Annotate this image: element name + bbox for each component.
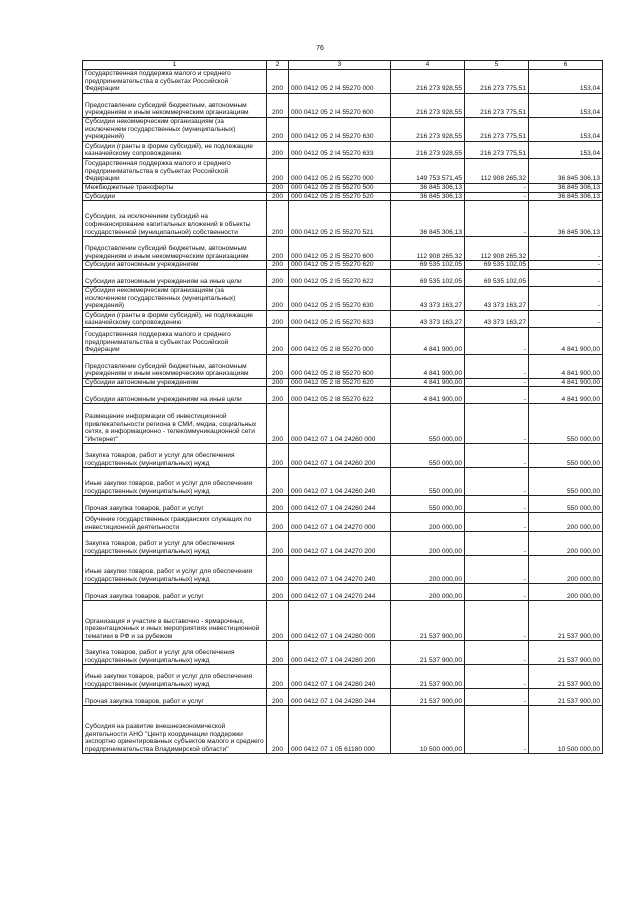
row-col6-value: 200 000,00 (529, 513, 603, 532)
row-col6-value: 200 000,00 (529, 556, 603, 584)
row-name: Иные закупки товаров, работ и услуг для обеспечения государственных (муниципальных) нужд (83, 665, 267, 689)
row-line-code: 200 (267, 184, 289, 193)
row-col4-value: 21 537 900,00 (391, 641, 465, 665)
row-col5-value: - (465, 387, 529, 404)
row-col5-value: - (465, 404, 529, 444)
row-col4-value: 4 841 900,00 (391, 354, 465, 378)
row-name: Закупка товаров, работ и услуг для обеспечения государственных (муниципальных) нужд (83, 444, 267, 468)
table-row (83, 641, 603, 665)
row-line-code: 200 (267, 387, 289, 404)
row-budget-code: 000 0412 05 2 I4 55270 600 (289, 94, 391, 118)
row-budget-code: 000 0412 05 2 I5 55270 500 (289, 184, 391, 193)
row-budget-code: 000 0412 05 2 I4 55270 633 (289, 142, 391, 159)
row-col4-value: 36 845 306,13 (391, 201, 465, 237)
row-col6-value: 10 500 000,00 (529, 706, 603, 754)
table-row (83, 468, 603, 496)
row-budget-code: 000 0412 07 1 05 61180 000 (289, 706, 391, 754)
row-budget-code: 000 0412 05 2 I5 55270 600 (289, 237, 391, 261)
row-col5-value: 216 273 775,51 (465, 70, 529, 94)
row-col4-value: 149 753 571,45 (391, 159, 465, 184)
table-row (83, 584, 603, 601)
row-line-code: 200 (267, 70, 289, 94)
row-col6-value: 21 537 900,00 (529, 601, 603, 641)
row-name: Субсидии автономным учреждениям (83, 261, 267, 270)
row-col4-value: 69 535 102,05 (391, 261, 465, 270)
row-col6-value: 4 841 900,00 (529, 354, 603, 378)
row-budget-code: 000 0412 07 1 04 24280 240 (289, 665, 391, 689)
row-col4-value: 216 273 928,55 (391, 142, 465, 159)
row-budget-code: 000 0412 05 2 I8 55270 620 (289, 378, 391, 387)
row-budget-code: 000 0412 05 2 I5 55270 622 (289, 269, 391, 286)
row-col4-value: 216 273 928,55 (391, 118, 465, 142)
row-budget-code: 000 0412 07 1 04 24280 244 (289, 689, 391, 706)
table-row (83, 201, 603, 237)
row-col6-value: 200 000,00 (529, 584, 603, 601)
table-row (83, 237, 603, 261)
table-row (83, 378, 603, 387)
row-col5-value: - (465, 706, 529, 754)
budget-table (82, 60, 603, 754)
table-row (83, 70, 603, 94)
row-col5-value: - (465, 513, 529, 532)
row-col4-value: 69 535 102,05 (391, 269, 465, 286)
row-name: Прочая закупка товаров, работ и услуг (83, 584, 267, 601)
row-budget-code: 000 0412 05 2 I4 55270 000 (289, 70, 391, 94)
row-name: Закупка товаров, работ и услуг для обеспечения государственных (муниципальных) нужд (83, 532, 267, 556)
row-line-code: 200 (267, 261, 289, 270)
row-col4-value: 36 845 306,13 (391, 184, 465, 193)
row-line-code: 200 (267, 286, 289, 310)
table-row (83, 665, 603, 689)
row-col4-value: 112 908 265,32 (391, 237, 465, 261)
row-col6-value: 21 537 900,00 (529, 641, 603, 665)
row-name: Межбюджетные трансферты (83, 184, 267, 193)
row-col5-value: - (465, 444, 529, 468)
row-name: Прочая закупка товаров, работ и услуг (83, 689, 267, 706)
table-row (83, 556, 603, 584)
row-col5-value: - (465, 378, 529, 387)
row-col4-value: 550 000,00 (391, 496, 465, 513)
row-budget-code: 000 0412 07 1 04 24270 244 (289, 584, 391, 601)
row-col5-value: 69 535 102,05 (465, 261, 529, 270)
row-col4-value: 36 845 306,13 (391, 192, 465, 201)
row-name: Прочая закупка товаров, работ и услуг (83, 496, 267, 513)
row-name: Субсидия на развитие внешнеэкономической деятельности АНО "Центр координации поддержки экспортно ориентированных субъектов малого и среднего предпринимательства Владимирской области" (83, 706, 267, 754)
row-line-code: 200 (267, 237, 289, 261)
header-col-1: 1 (83, 61, 267, 70)
row-budget-code: 000 0412 07 1 04 24280 000 (289, 601, 391, 641)
row-line-code: 200 (267, 327, 289, 354)
row-budget-code: 000 0412 07 1 04 24270 200 (289, 532, 391, 556)
row-budget-code: 000 0412 05 2 I4 55270 630 (289, 118, 391, 142)
table-row (83, 261, 603, 270)
row-col6-value: 36 845 306,13 (529, 184, 603, 193)
table-row (83, 310, 603, 327)
row-name: Иные закупки товаров, работ и услуг для обеспечения государственных (муниципальных) нужд (83, 468, 267, 496)
table-row (83, 184, 603, 193)
row-line-code: 200 (267, 94, 289, 118)
row-budget-code: 000 0412 07 1 04 24280 200 (289, 641, 391, 665)
row-col6-value: 36 845 306,13 (529, 201, 603, 237)
row-col5-value: - (465, 192, 529, 201)
row-col6-value: 550 000,00 (529, 496, 603, 513)
row-col6-value: - (529, 261, 603, 270)
row-name: Государственная поддержка малого и среднего предпринимательства в субъектах Российской Федерации (83, 70, 267, 94)
table-row (83, 706, 603, 754)
row-budget-code: 000 0412 07 1 04 24270 240 (289, 556, 391, 584)
row-col5-value: - (465, 584, 529, 601)
row-budget-code: 000 0412 05 2 I5 55270 620 (289, 261, 391, 270)
row-budget-code: 000 0412 07 1 04 24260 000 (289, 404, 391, 444)
row-name: Иные закупки товаров, работ и услуг для обеспечения государственных (муниципальных) нужд (83, 556, 267, 584)
row-line-code: 200 (267, 444, 289, 468)
row-col5-value: 112 908 265,32 (465, 159, 529, 184)
row-line-code: 200 (267, 513, 289, 532)
header-col-6: 6 (529, 61, 603, 70)
row-line-code: 200 (267, 556, 289, 584)
row-line-code: 200 (267, 269, 289, 286)
row-col6-value: 153,04 (529, 70, 603, 94)
row-name: Закупка товаров, работ и услуг для обеспечения государственных (муниципальных) нужд (83, 641, 267, 665)
row-name: Субсидии (83, 192, 267, 201)
row-line-code: 200 (267, 641, 289, 665)
row-budget-code: 000 0412 07 1 04 24270 000 (289, 513, 391, 532)
row-name: Субсидии (гранты в форме субсидий), не подлежащие казначейскому сопровождению (83, 310, 267, 327)
row-col5-value: 216 273 775,51 (465, 142, 529, 159)
row-name: Субсидии автономным учреждениям на иные цели (83, 269, 267, 286)
row-col4-value: 200 000,00 (391, 556, 465, 584)
row-col4-value: 4 841 900,00 (391, 327, 465, 354)
table-row (83, 689, 603, 706)
row-col5-value: - (465, 665, 529, 689)
row-col5-value: 69 535 102,05 (465, 269, 529, 286)
row-line-code: 200 (267, 118, 289, 142)
row-name: Обучение государственных гражданских служащих по инвестиционной деятельности (83, 513, 267, 532)
row-name: Субсидии некоммерческим организациям (за исключением государственных (муниципальных) учреждений) (83, 118, 267, 142)
row-col5-value: - (465, 184, 529, 193)
row-col4-value: 216 273 928,55 (391, 70, 465, 94)
table-header-row (83, 61, 603, 70)
table-row (83, 118, 603, 142)
table-row (83, 601, 603, 641)
table-row (83, 354, 603, 378)
row-line-code: 200 (267, 468, 289, 496)
row-col4-value: 200 000,00 (391, 513, 465, 532)
table-row (83, 444, 603, 468)
row-col6-value: 550 000,00 (529, 404, 603, 444)
row-name: Государственная поддержка малого и среднего предпринимательства в субъектах Российской Федерации (83, 327, 267, 354)
row-name: Предоставление субсидий бюджетным, автономным учреждениям и иным некоммерческим организациям (83, 354, 267, 378)
row-budget-code: 000 0412 05 2 I5 55270 000 (289, 159, 391, 184)
row-line-code: 200 (267, 201, 289, 237)
row-col6-value: 550 000,00 (529, 468, 603, 496)
header-col-2: 2 (267, 61, 289, 70)
row-col6-value: - (529, 286, 603, 310)
table-row (83, 513, 603, 532)
row-col6-value: 153,04 (529, 94, 603, 118)
row-col4-value: 550 000,00 (391, 404, 465, 444)
row-col5-value: - (465, 689, 529, 706)
row-col6-value: 4 841 900,00 (529, 387, 603, 404)
row-budget-code: 000 0412 05 2 I5 55270 521 (289, 201, 391, 237)
row-col4-value: 550 000,00 (391, 468, 465, 496)
row-col6-value: 4 841 900,00 (529, 378, 603, 387)
row-col4-value: 43 373 163,27 (391, 310, 465, 327)
row-col6-value: - (529, 237, 603, 261)
row-col4-value: 4 841 900,00 (391, 387, 465, 404)
table-row (83, 327, 603, 354)
table-row (83, 532, 603, 556)
row-col4-value: 10 500 000,00 (391, 706, 465, 754)
row-line-code: 200 (267, 601, 289, 641)
row-line-code: 200 (267, 584, 289, 601)
row-budget-code: 000 0412 05 2 I8 55270 000 (289, 327, 391, 354)
table-row (83, 269, 603, 286)
table-row (83, 496, 603, 513)
row-name: Размещение информации об инвестиционной привлекательности региона в СМИ, медиа, социальных сетях, в информационно - телекоммуникационной сети "Интернет" (83, 404, 267, 444)
row-col4-value: 43 373 163,27 (391, 286, 465, 310)
row-col4-value: 200 000,00 (391, 532, 465, 556)
row-budget-code: 000 0412 07 1 04 24260 244 (289, 496, 391, 513)
row-line-code: 200 (267, 689, 289, 706)
row-col6-value: 153,04 (529, 118, 603, 142)
row-col5-value: 216 273 775,51 (465, 118, 529, 142)
row-line-code: 200 (267, 378, 289, 387)
row-col4-value: 21 537 900,00 (391, 689, 465, 706)
table-row (83, 159, 603, 184)
row-col5-value: - (465, 468, 529, 496)
row-col5-value: 112 908 265,32 (465, 237, 529, 261)
row-col5-value: - (465, 556, 529, 584)
header-col-4: 4 (391, 61, 465, 70)
row-col5-value: 216 273 775,51 (465, 94, 529, 118)
row-col5-value: 43 373 163,27 (465, 310, 529, 327)
row-col6-value: 550 000,00 (529, 444, 603, 468)
row-line-code: 200 (267, 532, 289, 556)
row-line-code: 200 (267, 142, 289, 159)
row-col6-value: 21 537 900,00 (529, 689, 603, 706)
row-col5-value: - (465, 601, 529, 641)
row-col6-value: 36 845 306,13 (529, 159, 603, 184)
row-line-code: 200 (267, 310, 289, 327)
row-col5-value: - (465, 532, 529, 556)
row-col6-value: 4 841 900,00 (529, 327, 603, 354)
table-row (83, 286, 603, 310)
header-col-3: 3 (289, 61, 391, 70)
row-line-code: 200 (267, 404, 289, 444)
row-name: Государственная поддержка малого и среднего предпринимательства в субъектах Российской Федерации (83, 159, 267, 184)
row-col5-value: - (465, 354, 529, 378)
row-col6-value: - (529, 269, 603, 286)
row-col5-value: - (465, 201, 529, 237)
row-col6-value: 153,04 (529, 142, 603, 159)
row-col6-value: - (529, 310, 603, 327)
row-line-code: 200 (267, 354, 289, 378)
row-line-code: 200 (267, 496, 289, 513)
row-col6-value: 36 845 306,13 (529, 192, 603, 201)
row-col5-value: - (465, 496, 529, 513)
row-name: Субсидии автономным учреждениям на иные цели (83, 387, 267, 404)
row-col5-value: - (465, 327, 529, 354)
page-number: 76 (316, 45, 324, 52)
row-col5-value: 43 373 163,27 (465, 286, 529, 310)
table-row (83, 404, 603, 444)
row-line-code: 200 (267, 192, 289, 201)
row-col4-value: 21 537 900,00 (391, 601, 465, 641)
row-name: Субсидии, за исключением субсидий на софинансирование капитальных вложений в объекты государственной (муниципальной) собственности (83, 201, 267, 237)
table-row (83, 192, 603, 201)
table-row (83, 387, 603, 404)
row-budget-code: 000 0412 05 2 I5 55270 630 (289, 286, 391, 310)
row-budget-code: 000 0412 07 1 04 24260 240 (289, 468, 391, 496)
row-line-code: 200 (267, 665, 289, 689)
row-col4-value: 200 000,00 (391, 584, 465, 601)
row-name: Субсидии автономным учреждениям (83, 378, 267, 387)
row-name: Организация и участие в выставочно - ярмарочных, презентационных и иных мероприятиях инвестиционной тематики в РФ и за рубежом (83, 601, 267, 641)
table-row (83, 142, 603, 159)
row-col6-value: 21 537 900,00 (529, 665, 603, 689)
row-line-code: 200 (267, 159, 289, 184)
row-budget-code: 000 0412 07 1 04 24260 200 (289, 444, 391, 468)
table-row (83, 94, 603, 118)
row-col5-value: - (465, 641, 529, 665)
row-col4-value: 21 537 900,00 (391, 665, 465, 689)
row-budget-code: 000 0412 05 2 I8 55270 600 (289, 354, 391, 378)
row-col4-value: 550 000,00 (391, 444, 465, 468)
row-col4-value: 216 273 928,55 (391, 94, 465, 118)
row-name: Субсидии некоммерческим организациям (за исключением государственных (муниципальных) учреждений) (83, 286, 267, 310)
row-line-code: 200 (267, 706, 289, 754)
row-name: Субсидии (гранты в форме субсидий), не подлежащие казначейскому сопровождению (83, 142, 267, 159)
row-budget-code: 000 0412 05 2 I8 55270 622 (289, 387, 391, 404)
row-col6-value: 200 000,00 (529, 532, 603, 556)
row-col4-value: 4 841 900,00 (391, 378, 465, 387)
header-col-5: 5 (465, 61, 529, 70)
row-name: Предоставление субсидий бюджетным, автономным учреждениям и иным некоммерческим организациям (83, 237, 267, 261)
row-budget-code: 000 0412 05 2 I5 55270 633 (289, 310, 391, 327)
row-name: Предоставление субсидий бюджетным, автономным учреждениям и иным некоммерческим организациям (83, 94, 267, 118)
row-budget-code: 000 0412 05 2 I5 55270 520 (289, 192, 391, 201)
